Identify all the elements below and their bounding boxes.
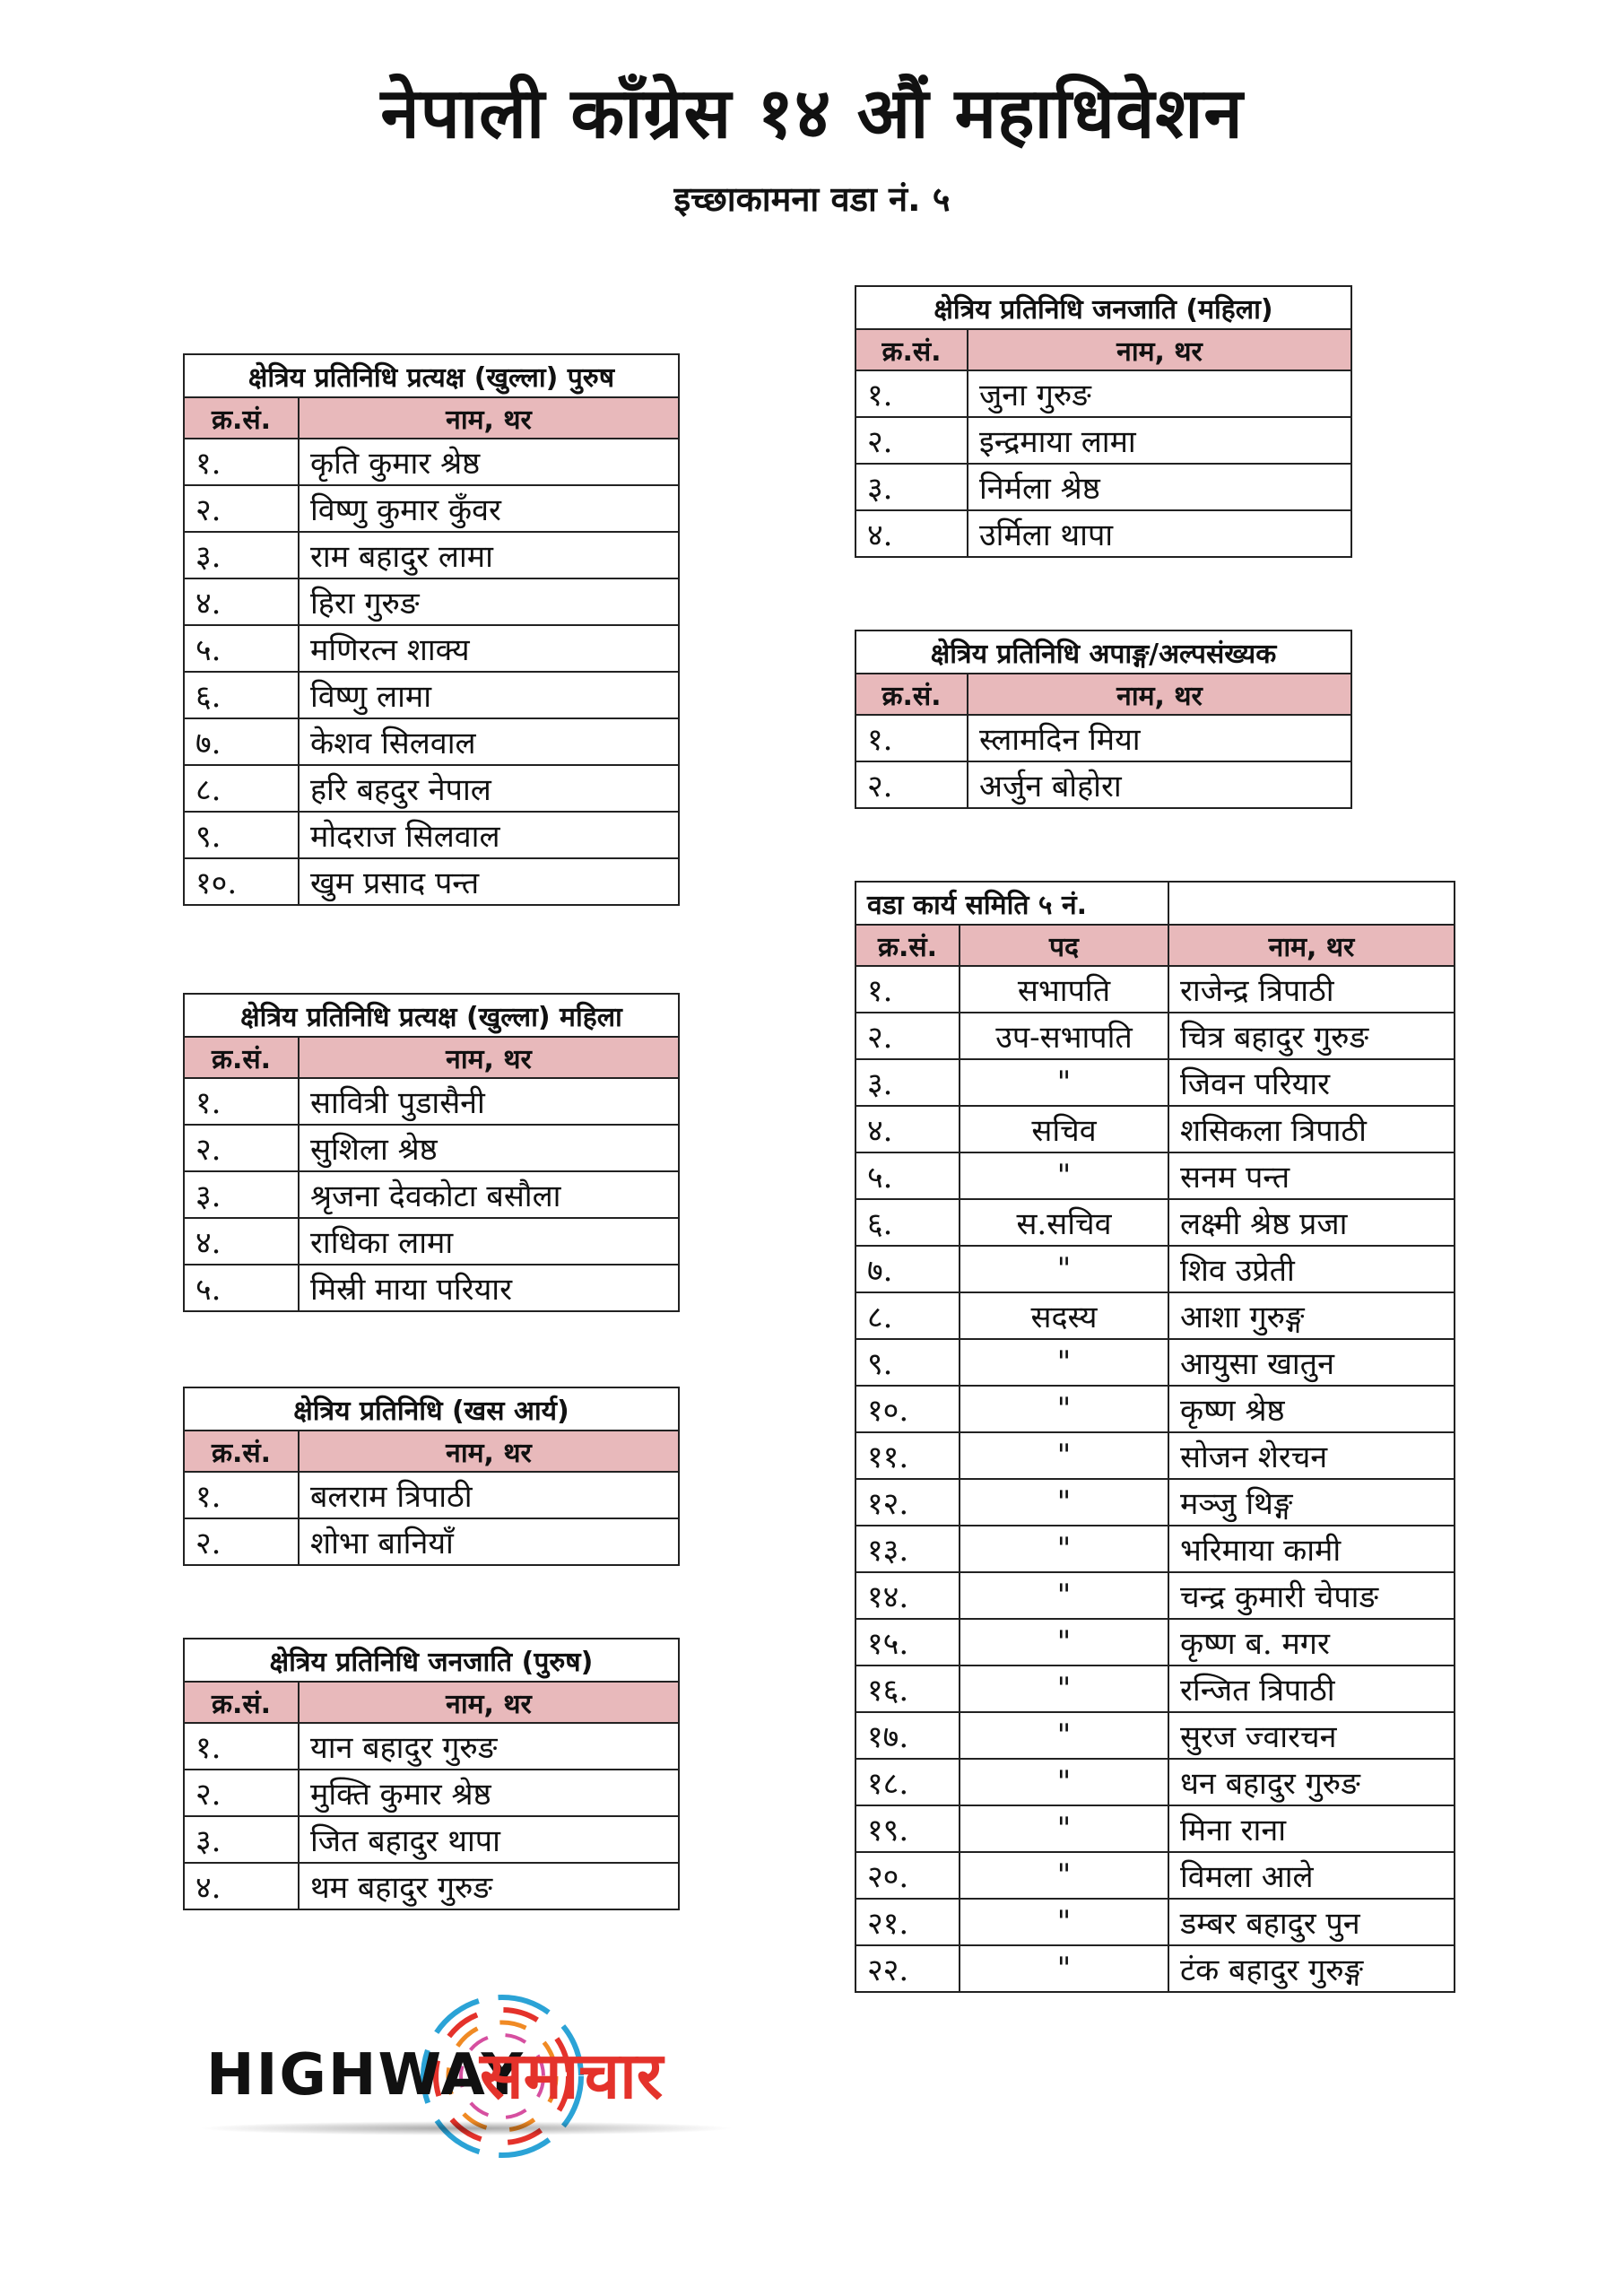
cell-sn: १२. [855, 1479, 960, 1526]
cell-sn: १९. [855, 1805, 960, 1852]
table-row [855, 1619, 1455, 1665]
cell-name: हिरा गुरुङ [299, 578, 679, 625]
table-open-male [183, 353, 680, 906]
table-row [184, 858, 679, 905]
cell-post: " [960, 1899, 1168, 1945]
cell-name: स्लामदिन मिया [968, 715, 1351, 761]
cell-sn: ८. [855, 1292, 960, 1339]
cell-sn: ५. [184, 625, 299, 672]
cell-sn: २. [855, 761, 968, 808]
table-caption: क्षेत्रिय प्रतिनिधि (खस आर्य) [184, 1387, 679, 1431]
cell-sn: ३. [184, 1816, 299, 1863]
cell-sn: १. [855, 966, 960, 1013]
table-row [855, 761, 1351, 808]
cell-name: चन्द्र कुमारी चेपाङ [1168, 1572, 1455, 1619]
cell-sn: १३. [855, 1526, 960, 1572]
table-row [855, 464, 1351, 510]
table-row [184, 532, 679, 578]
cell-sn: १५. [855, 1619, 960, 1665]
page-title: नेपाली काँग्रेस १४ औं महाधिवेशन [380, 74, 1244, 154]
column-header-sn: क्र.सं. [855, 329, 968, 370]
cell-post: सचिव [960, 1106, 1168, 1152]
cell-post: " [960, 1339, 1168, 1386]
cell-post: " [960, 1246, 1168, 1292]
cell-sn: ३. [184, 1171, 299, 1218]
table-janajati-female [855, 285, 1352, 558]
cell-sn: १. [184, 1723, 299, 1770]
table-row [855, 1852, 1455, 1899]
cell-name: कृति कुमार श्रेष्ठ [299, 439, 679, 485]
cell-post: " [960, 1432, 1168, 1479]
table-caption: क्षेत्रिय प्रतिनिधि जनजाति (महिला) [855, 286, 1351, 329]
column-header-name: नाम, थर [299, 1431, 679, 1472]
cell-name: सुरज ज्वारचन [1168, 1712, 1455, 1759]
table-row [184, 625, 679, 672]
table-row [855, 1479, 1455, 1526]
table-row [855, 417, 1351, 464]
cell-name: खुम प्रसाद पन्त [299, 858, 679, 905]
table-row [855, 510, 1351, 557]
cell-name: आशा गुरुङ्ग [1168, 1292, 1455, 1339]
table-row [184, 578, 679, 625]
table-row [855, 715, 1351, 761]
cell-name: जित बहादुर थापा [299, 1816, 679, 1863]
cell-sn: ५. [855, 1152, 960, 1199]
cell-name: जिवन परियार [1168, 1059, 1455, 1106]
column-header-sn: क्र.सं. [184, 1037, 299, 1078]
cell-name: आयुसा खातुन [1168, 1339, 1455, 1386]
column-header-post: पद [960, 925, 1168, 966]
column-header-name: नाम, थर [299, 1682, 679, 1723]
cell-name: शसिकला त्रिपाठी [1168, 1106, 1455, 1152]
table-row [855, 1386, 1455, 1432]
cell-sn: ४. [855, 1106, 960, 1152]
table-row [855, 1292, 1455, 1339]
cell-name: टंक बहादुर गुरुङ्ग [1168, 1945, 1455, 1992]
table-janajati-male [183, 1638, 680, 1910]
cell-sn: ४. [184, 578, 299, 625]
cell-sn: ११. [855, 1432, 960, 1479]
cell-name: शोभा बानियाँ [299, 1518, 679, 1565]
cell-name: धन बहादुर गुरुङ [1168, 1759, 1455, 1805]
cell-name: विमला आले [1168, 1852, 1455, 1899]
column-header-name: नाम, थर [299, 397, 679, 439]
cell-sn: ३. [184, 532, 299, 578]
cell-name: केशव सिलवाल [299, 718, 679, 765]
cell-sn: २. [855, 1013, 960, 1059]
cell-sn: १०. [184, 858, 299, 905]
table-row [855, 1013, 1455, 1059]
table-row [184, 718, 679, 765]
table-row [855, 1199, 1455, 1246]
table-row [184, 1863, 679, 1909]
column-header-sn: क्र.सं. [184, 397, 299, 439]
cell-sn: १७. [855, 1712, 960, 1759]
table-row [184, 439, 679, 485]
table-row [855, 1106, 1455, 1152]
cell-sn: १. [184, 439, 299, 485]
table-row [184, 1171, 679, 1218]
cell-sn: १. [184, 1078, 299, 1125]
table-row [855, 1432, 1455, 1479]
column-header-sn: क्र.सं. [184, 1431, 299, 1472]
cell-sn: ४. [855, 510, 968, 557]
cell-name: विष्णु लामा [299, 672, 679, 718]
cell-name: मिना राना [1168, 1805, 1455, 1852]
cell-name: शिव उप्रेती [1168, 1246, 1455, 1292]
cell-name: श्रृजना देवकोटा बसौला [299, 1171, 679, 1218]
table-row [184, 672, 679, 718]
cell-sn: २०. [855, 1852, 960, 1899]
cell-name: मिस्री माया परियार [299, 1265, 679, 1311]
cell-name: राजेन्द्र त्रिपाठी [1168, 966, 1455, 1013]
cell-name: विष्णु कुमार कुँवर [299, 485, 679, 532]
page-subtitle: इच्छाकामना वडा नं. ५ [673, 179, 951, 219]
cell-post: सदस्य [960, 1292, 1168, 1339]
table-caption: क्षेत्रिय प्रतिनिधि प्रत्यक्ष (खुल्ला) पुरुष [184, 354, 679, 397]
column-header-sn: क्र.सं. [855, 674, 968, 715]
cell-name: कृष्ण श्रेष्ठ [1168, 1386, 1455, 1432]
cell-sn: २. [184, 1125, 299, 1171]
logo-text-samachar: समाचार [480, 2038, 664, 2113]
column-header-name: नाम, थर [299, 1037, 679, 1078]
cell-name: भरिमाया कामी [1168, 1526, 1455, 1572]
table-row [184, 1218, 679, 1265]
cell-sn: १. [184, 1472, 299, 1518]
table-caption: क्षेत्रिय प्रतिनिधि प्रत्यक्ष (खुल्ला) महिला [184, 994, 679, 1037]
table-row [184, 1518, 679, 1565]
cell-post: सभापति [960, 966, 1168, 1013]
cell-post: " [960, 1619, 1168, 1665]
cell-sn: ७. [184, 718, 299, 765]
cell-post: " [960, 1759, 1168, 1805]
table-row [855, 1759, 1455, 1805]
cell-name: थम बहादुर गुरुङ [299, 1863, 679, 1909]
cell-name: इन्द्रमाया लामा [968, 417, 1351, 464]
cell-sn: १६. [855, 1665, 960, 1712]
column-header-name: नाम, थर [968, 674, 1351, 715]
cell-name: राधिका लामा [299, 1218, 679, 1265]
cell-sn: ९. [855, 1339, 960, 1386]
table-row [855, 1572, 1455, 1619]
table-row [184, 1770, 679, 1816]
cell-name: रन्जित त्रिपाठी [1168, 1665, 1455, 1712]
table-ward-committee [855, 881, 1455, 1993]
cell-sn: ८. [184, 765, 299, 812]
table-caption: क्षेत्रिय प्रतिनिधि अपाङ्ग/अल्पसंख्यक [855, 631, 1351, 674]
column-header-name: नाम, थर [1168, 925, 1455, 966]
table-row [184, 1078, 679, 1125]
cell-name: यान बहादुर गुरुङ [299, 1723, 679, 1770]
cell-name: अर्जुन बोहोरा [968, 761, 1351, 808]
logo-shadow [197, 2121, 735, 2135]
table-row [184, 1125, 679, 1171]
cell-post: " [960, 1852, 1168, 1899]
cell-sn: ५. [184, 1265, 299, 1311]
cell-name: राम बहादुर लामा [299, 532, 679, 578]
table-caption: क्षेत्रिय प्रतिनिधि जनजाति (पुरुष) [184, 1639, 679, 1682]
cell-name: सोजन शेरचन [1168, 1432, 1455, 1479]
cell-post: " [960, 1526, 1168, 1572]
cell-post: " [960, 1152, 1168, 1199]
cell-post: स.सचिव [960, 1199, 1168, 1246]
cell-name: लक्ष्मी श्रेष्ठ प्रजा [1168, 1199, 1455, 1246]
table-row [184, 765, 679, 812]
table-row [855, 1712, 1455, 1759]
table-row [855, 1059, 1455, 1106]
cell-sn: ३. [855, 464, 968, 510]
cell-post: " [960, 1386, 1168, 1432]
table-row [855, 1899, 1455, 1945]
cell-post: " [960, 1059, 1168, 1106]
column-header-name: नाम, थर [968, 329, 1351, 370]
table-row [855, 1339, 1455, 1386]
cell-sn: २. [855, 417, 968, 464]
cell-sn: २. [184, 1518, 299, 1565]
table-row [855, 1945, 1455, 1992]
table-row [855, 966, 1455, 1013]
cell-post: " [960, 1945, 1168, 1992]
cell-name: सनम पन्त [1168, 1152, 1455, 1199]
cell-name: निर्मला श्रेष्ठ [968, 464, 1351, 510]
table-row [855, 1665, 1455, 1712]
highway-samachar-logo [179, 1987, 753, 2175]
column-header-sn: क्र.सं. [855, 925, 960, 966]
cell-sn: ३. [855, 1059, 960, 1106]
table-row [184, 1472, 679, 1518]
cell-sn: ४. [184, 1218, 299, 1265]
cell-post: " [960, 1665, 1168, 1712]
column-header-sn: क्र.सं. [184, 1682, 299, 1723]
cell-sn: २१. [855, 1899, 960, 1945]
table-khas-arya [183, 1387, 680, 1566]
cell-sn: १. [855, 715, 968, 761]
cell-sn: २२. [855, 1945, 960, 1992]
cell-name: बलराम त्रिपाठी [299, 1472, 679, 1518]
cell-name: मञ्जु थिङ्ग [1168, 1479, 1455, 1526]
cell-name: कृष्ण ब. मगर [1168, 1619, 1455, 1665]
cell-post: " [960, 1805, 1168, 1852]
cell-sn: ६. [855, 1199, 960, 1246]
logo-text-highway: HIGHWAY [206, 2042, 525, 2109]
cell-name: सुशिला श्रेष्ठ [299, 1125, 679, 1171]
cell-name: जुना गुरुङ [968, 370, 1351, 417]
table-row [184, 1723, 679, 1770]
cell-sn: ४. [184, 1863, 299, 1909]
cell-sn: २. [184, 1770, 299, 1816]
cell-name: डम्बर बहादुर पुन [1168, 1899, 1455, 1945]
table-row [184, 1265, 679, 1311]
cell-post: उप-सभापति [960, 1013, 1168, 1059]
cell-name: मुक्ति कुमार श्रेष्ठ [299, 1770, 679, 1816]
table-row [855, 1805, 1455, 1852]
table-row [855, 1152, 1455, 1199]
cell-name: चित्र बहादुर गुरुङ [1168, 1013, 1455, 1059]
cell-name: सावित्री पुडासैनी [299, 1078, 679, 1125]
cell-name: मोदराज सिलवाल [299, 812, 679, 858]
cell-sn: २. [184, 485, 299, 532]
cell-sn: ९. [184, 812, 299, 858]
cell-post: " [960, 1479, 1168, 1526]
table-row [855, 1246, 1455, 1292]
cell-sn: ६. [184, 672, 299, 718]
table-row [184, 485, 679, 532]
cell-name: मणिरत्न शाक्य [299, 625, 679, 672]
cell-post: " [960, 1572, 1168, 1619]
table-row [855, 1526, 1455, 1572]
cell-post: " [960, 1712, 1168, 1759]
table-caption: वडा कार्य समिति ५ नं. [855, 882, 1168, 925]
cell-sn: १. [855, 370, 968, 417]
table-disabled-minority [855, 630, 1352, 809]
table-caption-blank [1168, 882, 1455, 925]
cell-name: हरि बहदुर नेपाल [299, 765, 679, 812]
table-open-female [183, 993, 680, 1312]
cell-sn: ७. [855, 1246, 960, 1292]
cell-sn: १०. [855, 1386, 960, 1432]
table-row [184, 812, 679, 858]
cell-sn: १४. [855, 1572, 960, 1619]
table-row [184, 1816, 679, 1863]
cell-name: उर्मिला थापा [968, 510, 1351, 557]
cell-sn: १८. [855, 1759, 960, 1805]
table-row [855, 370, 1351, 417]
